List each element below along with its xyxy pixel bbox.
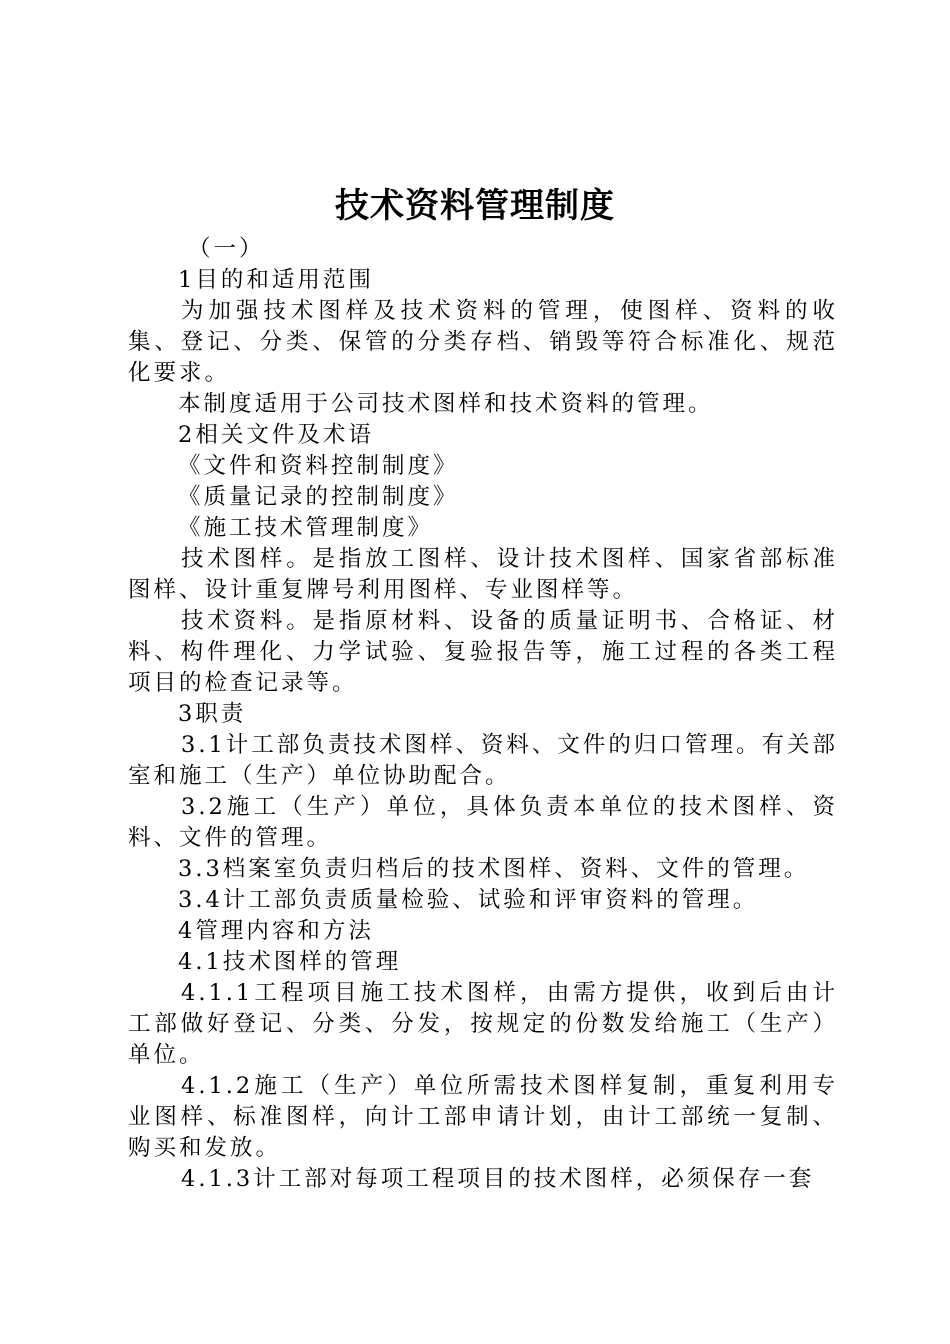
paragraph: 3.1计工部负责技术图样、资料、文件的归口管理。有关部室和施工（生产）单位协助配合。	[128, 732, 838, 789]
paragraph: 4.1.2施工（生产）单位所需技术图样复制，重复利用专业图样、标准图样，向计工部申请计划，由计工部统一复制、购买和发放。	[128, 1073, 838, 1161]
document-title: 技术资料管理制度	[335, 186, 615, 226]
paragraph: 《文件和资料控制制度》	[178, 453, 459, 479]
paragraph: 为加强技术图样及技术资料的管理，使图样、资料的收集、登记、分类、保管的分类存档、销毁等符合标准化、规范化要求。	[128, 298, 838, 386]
paragraph: 3职责	[178, 701, 247, 727]
paragraph: 3.4计工部负责质量检验、试验和评审资料的管理。	[178, 887, 759, 913]
paragraph: （一）	[188, 236, 265, 262]
paragraph: 4.1.3计工部对每项工程项目的技术图样，必须保存一套	[181, 1166, 815, 1192]
paragraph: 4.1.1工程项目施工技术图样，由需方提供，收到后由计工部做好登记、分类、分发，按规定的份数发给施工（生产）单位。	[128, 980, 838, 1068]
paragraph: 《质量记录的控制制度》	[178, 484, 459, 510]
paragraph: 《施工技术管理制度》	[178, 515, 434, 541]
paragraph: 技术资料。是指原材料、设备的质量证明书、合格证、材料、构件理化、力学试验、复验报告等，施工过程的各类工程项目的检查记录等。	[128, 608, 838, 696]
document-body	[128, 234, 838, 1195]
paragraph: 4管理内容和方法	[178, 918, 374, 944]
paragraph: 1目的和适用范围	[178, 267, 374, 293]
paragraph: 技术图样。是指放工图样、设计技术图样、国家省部标准图样、设计重复牌号利用图样、专业图样等。	[128, 546, 838, 603]
paragraph: 4.1技术图样的管理	[178, 949, 402, 975]
paragraph: 3.3档案室负责归档后的技术图样、资料、文件的管理。	[178, 856, 810, 882]
paragraph: 3.2施工（生产）单位，具体负责本单位的技术图样、资料、文件的管理。	[128, 794, 838, 851]
paragraph: 2相关文件及术语	[178, 422, 374, 448]
paragraph: 本制度适用于公司技术图样和技术资料的管理。	[178, 391, 714, 417]
